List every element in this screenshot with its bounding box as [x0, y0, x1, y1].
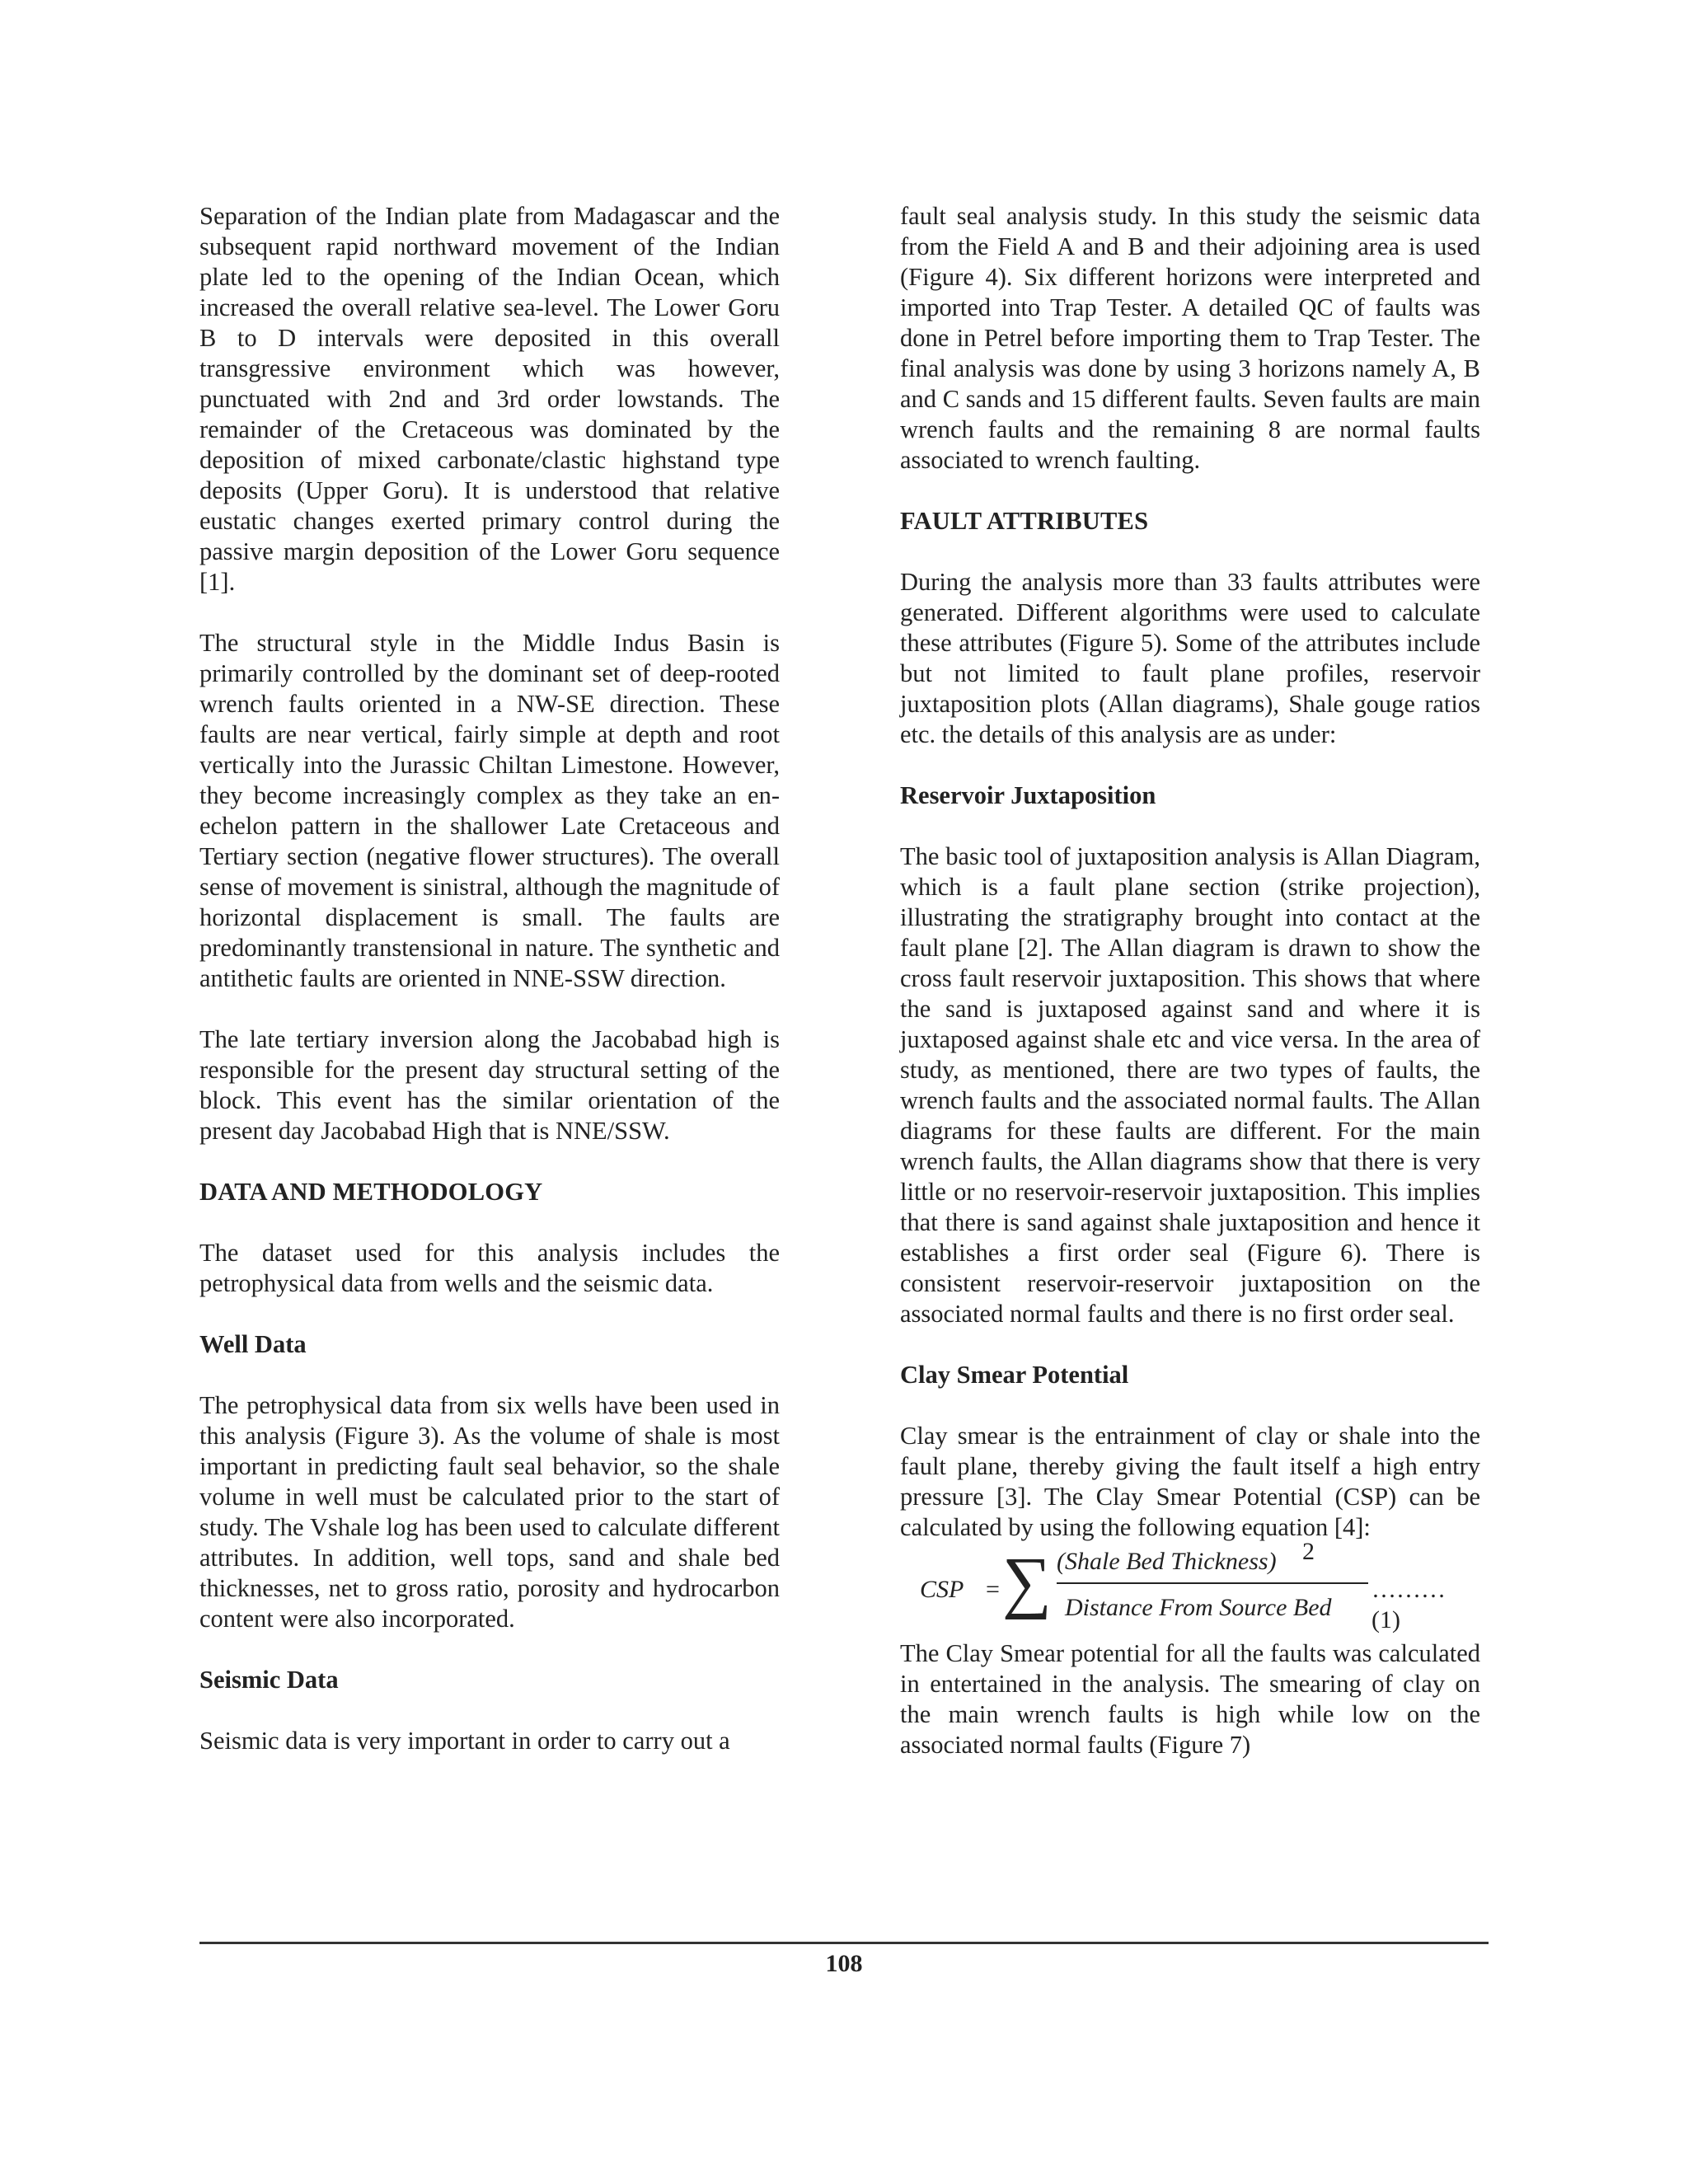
equation-exponent: 2: [1302, 1538, 1315, 1565]
equation-lhs: CSP: [920, 1576, 964, 1603]
section-heading-data-methodology: DATA AND METHODOLOGY: [199, 1178, 543, 1206]
paragraph: Separation of the Indian plate from Madagascar and the subsequent rapid northward movement of the Indian plate led to the opening of the Indian Ocean, which increased the overall relative sea-level. The Lower Goru B to D intervals were deposited in this overall transgressive environment which was however, punctuated with 2nd and 3rd order lowstands. The remainder of the Cretaceous was dominated by the deposition of mixed carbonate/clastic highstand type deposits (Upper Goru). It is understood that relative eustatic changes exerted primary control during the passive margin deposition of the Lower Goru sequence [1].: [199, 202, 780, 596]
paragraph: Clay smear is the entrainment of clay or shale into the fault plane, thereby giving the fault itself a high entry pressure [3]. The Clay Smear Potential (CSP) can be calculated by using the following equation [4]:: [900, 1422, 1480, 1541]
subsection-heading-clay-smear-potential: Clay Smear Potential: [900, 1361, 1129, 1389]
paragraph: Seismic data is very important in order to carry out a: [199, 1727, 730, 1755]
paragraph: The Clay Smear potential for all the faults was calculated in entertained in the analysis. The smearing of clay on the main wrench faults is high while low on the associated normal faults (Figure 7): [900, 1639, 1480, 1759]
equation-number: ……… (1): [1372, 1576, 1446, 1633]
subsection-heading-well-data: Well Data: [199, 1330, 307, 1358]
section-heading-fault-attributes: FAULT ATTRIBUTES: [900, 507, 1149, 535]
paragraph: During the analysis more than 33 faults attributes were generated. Different algorithms were used to calculate these attributes (Figure 5). Some of the attributes include but not limited to fault plane profiles, reservoir juxtaposition plots (Allan diagrams), Shale gouge ratios etc. the details of this analysis are as under:: [900, 568, 1480, 748]
paragraph: The basic tool of juxtaposition analysis is Allan Diagram, which is a fault plane section (strike projection), illustrating the stratigraphy brought into contact at the fault plane [2]. The Allan diagram is drawn to show the cross fault reservoir juxtaposition. This shows that where the sand is juxtaposed against sand and where it is juxtaposed against shale etc and vice versa. In the area of study, as mentioned, there are two types of faults, the wrench faults and the associated normal faults. The Allan diagrams for these faults are different. For the main wrench faults, the Allan diagrams show that there is very little or no reservoir-reservoir juxtaposition. This implies that there is sand against shale juxtaposition and hence it establishes a first order seal (Figure 6). There is consistent reservoir-reservoir juxtaposition on the associated normal faults and there is no first order seal.: [900, 842, 1480, 1328]
right-column: [900, 201, 1480, 1791]
subsection-heading-reservoir-juxtaposition: Reservoir Juxtaposition: [900, 781, 1156, 809]
left-column: [199, 201, 780, 1787]
equation-numerator: (Shale Bed Thickness): [1057, 1548, 1277, 1575]
subsection-heading-seismic-data: Seismic Data: [199, 1666, 339, 1694]
paragraph: The petrophysical data from six wells have been used in this analysis (Figure 3). As the volume of shale is most important in predicting fault seal behavior, so the shale volume in well must be calculated prior to the start of study. The Vshale log has been used to calculate different attributes. In addition, well tops, sand and shale bed thicknesses, net to gross ratio, porosity and hydrocarbon content were also incorporated.: [199, 1391, 780, 1633]
paragraph: The late tertiary inversion along the Jacobabad high is responsible for the present day structural setting of the block. This event has the similar orientation of the present day Jacobabad High that is NNE/SSW.: [199, 1025, 780, 1145]
paragraph: fault seal analysis study. In this study the seismic data from the Field A and B and their adjoining area is used (Figure 4). Six different horizons were interpreted and imported into Trap Tester. A detailed QC of faults was done in Petrel before importing them to Trap Tester. The final analysis was done by using 3 horizons namely A, B and C sands and 15 different faults. Seven faults are main wrench faults and the remaining 8 are normal faults associated to wrench faulting.: [900, 202, 1480, 474]
summation-symbol: ∑: [1002, 1544, 1052, 1620]
csp-equation: [900, 1538, 1480, 1635]
paragraph: The structural style in the Middle Indus Basin is primarily controlled by the dominant set of deep-rooted wrench faults oriented in a NW-SE direction. These faults are near vertical, fairly simple at depth and root vertically into the Jurassic Chiltan Limestone. However, they become increasingly complex as they take an en-echelon pattern in the shallower Late Cretaceous and Tertiary section (negative flower structures). The overall sense of movement is sinistral, although the magnitude of horizontal displacement is small. The faults are predominantly transtensional in nature. The synthetic and antithetic faults are oriented in NNE-SSW direction.: [199, 629, 780, 992]
paragraph: The dataset used for this analysis includes the petrophysical data from wells and the seismic data.: [199, 1239, 780, 1297]
fraction-bar: [1057, 1582, 1368, 1584]
equation-denominator: Distance From Source Bed: [1065, 1594, 1332, 1621]
equation-equals: =: [986, 1576, 1000, 1603]
footer-rule: [199, 1942, 1489, 1944]
page-number: 108: [825, 1950, 863, 1977]
